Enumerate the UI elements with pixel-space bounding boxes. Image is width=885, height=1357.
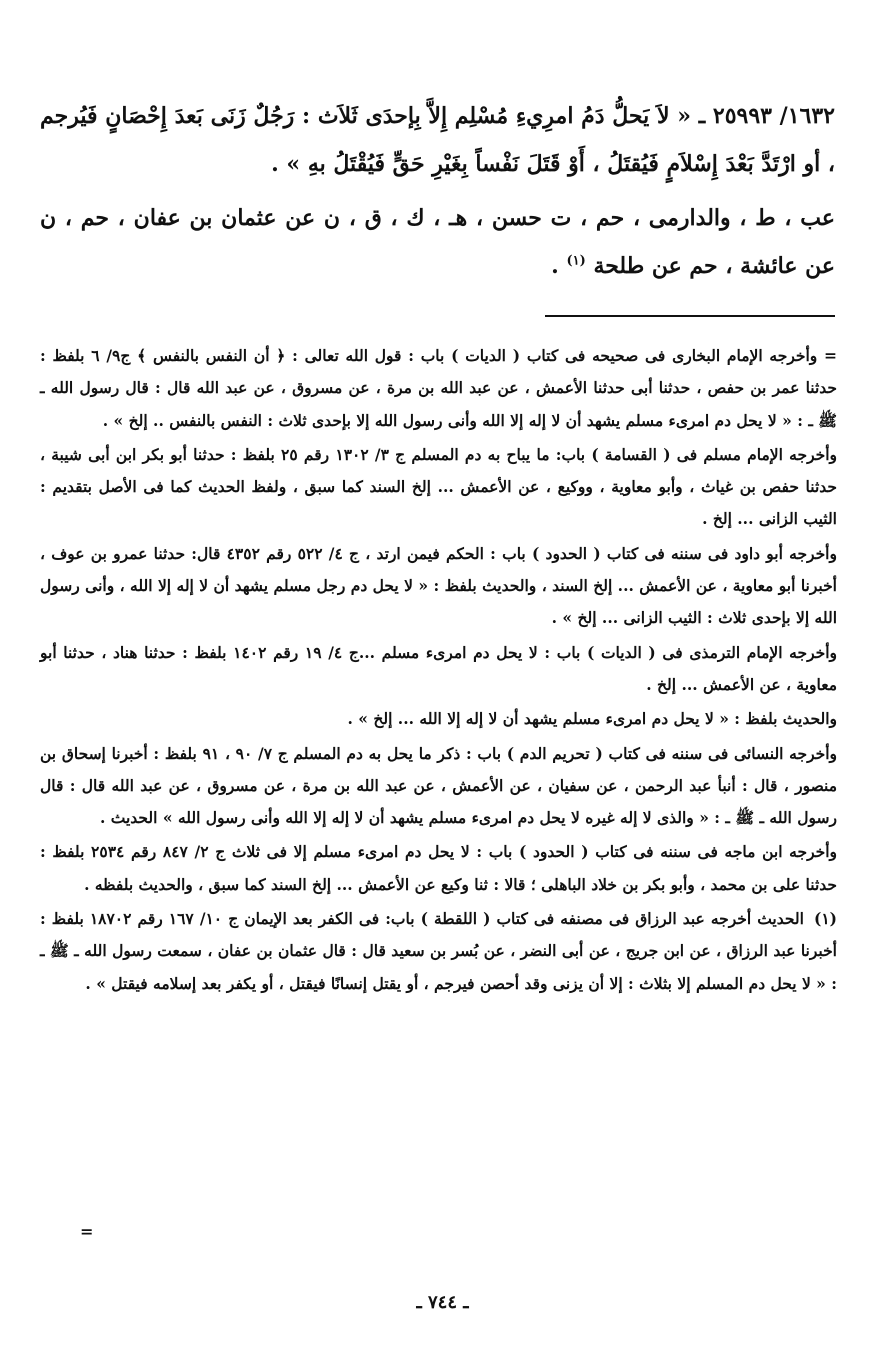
- footnote-text: وأخرجه النسائى فى سننه فى كتاب ( تحريم الدم ) باب : ذكر ما يحل به دم المسلم ج ٧/ ٩٠ ، ٩١ بلفظ : أخبرنا إسحاق بن منصور ، قال : أنبأ عبد الرحمن ، عن سفيان ، عن الأعمش ، عن عبد الله بن مرة ، عن مسروق ، عن عبد الله قال : قال رسول الله ـ ﷺ ـ : « والذى لا إله غيره لا يحل دم امرىء مسلم يشهد أن لا إله إلا الله وأنى رسول الله » الحديث .: [40, 743, 838, 828]
- footnote-paragraph: [40, 538, 837, 635]
- footnote-text: وأخرجه الإمام مسلم فى ( القسامة ) باب: ما يباح به دم المسلم ج ٣/ ١٣٠٢ رقم ٢٥ بلفظ : حدثنا أبو بكر ابن أبى شيبة ، حدثنا حفص بن غياث ، وأبو معاوية ، ووكيع ، عن الأعمش ... إلخ السند كما سبق ، ولفظ الحديث كما فى الأصل بتقديم : الثيب الزانى ... إلخ .: [40, 444, 837, 529]
- footnote-text: وأخرجه أبو داود فى سننه فى كتاب ( الحدود ) باب : الحكم فيمن ارتد ، ج ٤/ ٥٢٢ رقم ٤٣٥٢ قال: حدثنا عمرو بن عوف ، أخبرنا أبو معاوية ، عن الأعمش ... إلخ السند ، والحديث بلفظ : « لا يحل دم رجل مسلم يشهد أن لا إله إلا الله ، وأنى رسول الله إلا بإحدى ثلاث : الثيب الزانى ... إلخ » .: [40, 543, 837, 628]
- footnote-text: الحديث أخرجه عبد الرزاق فى مصنفه فى كتاب ( اللقطة ) باب: فى الكفر بعد الإيمان ج ١٠/ ١٦٧ رقم ١٨٧٠٢ بلفظ : أخبرنا عبد الرزاق ، عن ابن جريج ، عن أبى النضر ، عن بُسر بن سعيد قال : قال عثمان بن عفان ، سمعت رسول الله ـ ﷺ ـ : « لا يحل دم المسلم إلا بثلاث : إلا أن يزنى وقد أحصن فيرجم ، أو يقتل إنسانًا فيقتل ، أو يكفر بعد إسلامه فيقتل » .: [40, 909, 837, 993]
- footnote-paragraph: [40, 703, 837, 735]
- hadith-dash: ـ: [690, 103, 706, 129]
- footnote-paragraph: [40, 340, 837, 437]
- footnote-paragraph: [40, 637, 837, 702]
- sources-end: .: [551, 253, 567, 279]
- footnote-paragraph: [40, 836, 837, 901]
- footnote-marker: (١): [813, 909, 837, 929]
- page-number: ـ ٧٤٤ ـ: [416, 1292, 469, 1313]
- footnote-1: [40, 903, 837, 1000]
- hadith-text: « لاَ يَحلُّ دَمُ امرِيءِ مُسْلِم إِلاَّ بِإحدَى ثَلاَث : رَجُلٌ زَنَى بَعدَ إِحْصَانٍ فَيُرجم ، أو ارْتَدَّ بَعْدَ إِسْلاَمٍ فَيُقتَلُ ، أَوْ قَتَلَ نَفْساً بِغَيْرِ حَقٍّ فَيُقْتَلُ بهِ » .: [40, 103, 835, 177]
- hadith-sources: [40, 194, 835, 290]
- footnote-paragraph: [40, 439, 837, 536]
- footnote-text: = وأخرجه الإمام البخارى فى صحيحه فى كتاب ( الديات ) باب : قول الله تعالى : ﴿ أن النفس بالنفس ﴾ ج٩/ ٦ بلفظ : حدثنا عمر بن حفص ، حدثنا أبى حدثنا الأعمش ، عن عبد الله بن مرة ، عن مسروق ، عن عبد الله قال : قال رسول الله ـ ﷺ ـ : « لا يحل دم امرىء مسلم يشهد أن لا إله إلا الله وأنى رسول الله إلا بإحدى ثلاث : النفس بالنفس .. إلخ » .: [40, 346, 837, 430]
- continuation-mark: =: [80, 1222, 94, 1241]
- sources-text: عب ، ط ، والدارمى ، حم ، ت حسن ، هـ ، ك ، ق ، ن عن عثمان بن عفان ، حم ، ن عن عائشة ، حم عن طلحة: [40, 205, 835, 279]
- footnotes: [40, 340, 837, 1002]
- footnote-reference: (١): [566, 253, 586, 269]
- footnote-text: وأخرجه الإمام الترمذى فى ( الديات ) باب : لا يحل دم امرىء مسلم ...ج ٤/ ١٩ رقم ١٤٠٢ بلفظ : حدثنا هناد ، حدثنا أبو معاوية ، عن الأعمش ... إلخ .: [40, 642, 837, 694]
- footnote-paragraph: [40, 738, 837, 835]
- main-text: [40, 92, 835, 290]
- footnote-divider: [545, 315, 835, 317]
- hadith-number: ١٦٣٢/ ٢٥٩٩٣: [712, 103, 835, 129]
- hadith-entry: [40, 92, 835, 188]
- footnote-text: والحديث بلفظ : « لا يحل دم امرىء مسلم يشهد أن لا إله إلا الله ... إلخ » .: [347, 709, 837, 729]
- footnote-text: وأخرجه ابن ماجه فى سننه فى كتاب ( الحدود ) باب : لا يحل دم امرىء مسلم إلا فى ثلاث ج ٢/ ٨٤٧ رقم ٢٥٣٤ بلفظ : حدثنا على بن محمد ، وأبو بكر بن خلاد الباهلى ؛ قالا : ثنا وكيع عن الأعمش ... إلخ السند كما سبق ، والحديث بلفظه .: [40, 842, 837, 894]
